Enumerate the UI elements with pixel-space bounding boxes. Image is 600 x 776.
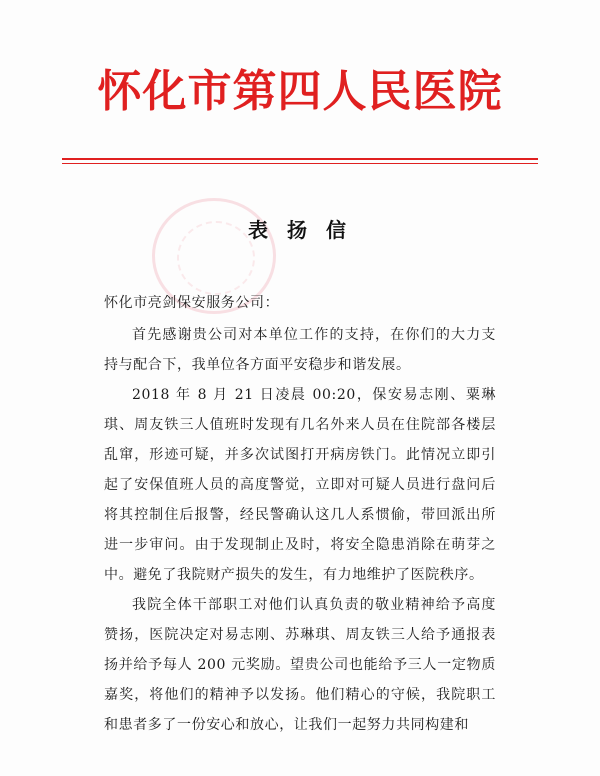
paragraph-3: 我院全体干部职工对他们认真负责的敬业精神给予高度赞扬，医院决定对易志刚、苏琳琪、周友铁三人给予通报表扬并给予每人 200 元奖励。望贵公司也能给予三人一定物质嘉奖，将他们的精神予以发扬。他们精心的守候，我院职工和患者多了一份安心和放心，让我们一起努力共同构建和: [104, 597, 496, 733]
letter-body: [104, 288, 496, 740]
paragraph-2: 2018 年 8 月 21 日凌晨 00:20，保安易志刚、粟琳琪、周友铁三人值班时发现有几名外来人员在住院部各楼层乱窜，形迹可疑，并多次试图打开病房铁门。此情况立即引起了安保值班人员的高度警觉，立即对可疑人员进行盘问后将其控制住后报警，经民警确认这几人系惯偷，带回派出所进一步审问。由于发现制止及时，将安全隐患消除在萌芽之中。避免了我院财产损失的发生，有力地维护了医院秩序。: [104, 387, 496, 583]
salutation: 怀化市亮剑保安服务公司：: [104, 295, 280, 311]
document-title: 表 扬 信: [248, 218, 352, 242]
letterhead-rule-thick: [62, 158, 538, 160]
paragraph-1: 首先感谢贵公司对本单位工作的支持，在你们的大力支持与配合下，我单位各方面平安稳步和谐发展。: [104, 327, 496, 373]
letterhead-title: 怀化市第四人民医院: [97, 66, 503, 117]
letterhead-rule-thin: [62, 163, 538, 164]
